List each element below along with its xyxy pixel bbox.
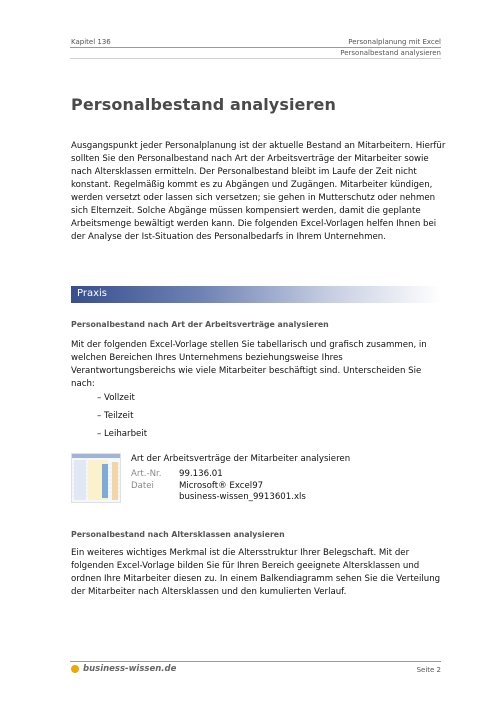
praxis-label: Praxis <box>77 288 107 299</box>
praxis-banner <box>71 286 441 303</box>
datei-label: Datei <box>131 481 154 491</box>
header-rule <box>70 47 441 48</box>
header-subrule <box>70 58 441 59</box>
footer-logo[interactable]: business-wissen.de <box>83 664 177 674</box>
spreadsheet-thumbnail-icon[interactable] <box>71 453 121 503</box>
section2-heading: Personalbestand nach Altersklassen analysieren <box>71 530 285 539</box>
logo-dot-icon <box>71 665 79 673</box>
page-title: Personalbestand analysieren <box>71 95 336 114</box>
intro-paragraph: Ausgangspunkt jeder Personalplanung ist der aktuelle Bestand an Mitarbeitern. Hierfür sollten Sie den Personalbestand nach Art der Arbeitsverträge der Mitarbeiter sowie nach Altersklassen ermitteln. Der Personalbestand bleibt im Laufe der Zeit nicht konstant. Regelmäßig kommt es zu Abgängen und Zugängen. Mitarbeiter kündigen, werden versetzt oder lassen sich versetzen; sie gehen in Mutterschutz oder nehmen sich Elternzeit. Solche Abgänge müssen kompensiert werden, damit die geplante Arbeitsmenge bewältigt werden kann. Die folgenden Excel-Vorlagen helfen Ihnen bei der Analyse der Ist-Situation des Personalbedarfs in Ihrem Unternehmen. <box>71 141 446 242</box>
datei-format: Microsoft® Excel97 <box>179 481 264 491</box>
section2-body: Ein weiteres wichtiges Merkmal ist die Altersstruktur Ihrer Belegschaft. Mit der folgenden Excel-Vorlage bilden Sie für Ihren Bereich geeignete Altersklassen und ordnen Ihre Mitarbeiter diesen zu. In einem Balkendiagramm sehen Sie die Verteilung der Mitarbeiter nach Altersklassen und den kumulierten Verlauf. <box>71 548 441 597</box>
template-title[interactable]: Art der Arbeitsverträge der Mitarbeiter analysieren <box>131 454 351 464</box>
header-chapter: Kapitel 136 <box>71 38 111 46</box>
bullet-item-vollzeit: – Vollzeit <box>97 393 135 403</box>
section1-heading: Personalbestand nach Art der Arbeitsverträge analysieren <box>71 320 329 329</box>
section1-body: Mit der folgenden Excel-Vorlage stellen Sie tabellarisch und grafisch zusammen, in welchen Bereichen Ihres Unternehmens beziehungsweise Ihres Verantwortungsbereichs wie viele Mitarbeiter beschäftigt sind. Unterscheiden Sie nach: <box>71 340 427 389</box>
page-number: Seite 2 <box>416 666 441 674</box>
datei-filename[interactable]: business-wissen_9913601.xls <box>179 492 306 502</box>
footer-rule <box>70 661 441 662</box>
bullet-item-teilzeit: – Teilzeit <box>97 411 134 421</box>
art-nr-label: Art.-Nr. <box>131 469 162 479</box>
header-section-title: Personalbestand analysieren <box>340 49 441 57</box>
header-book-title: Personalplanung mit Excel <box>348 38 441 46</box>
art-nr-value: 99.136.01 <box>179 469 223 479</box>
bullet-item-leiharbeit: – Leiharbeit <box>97 429 148 439</box>
